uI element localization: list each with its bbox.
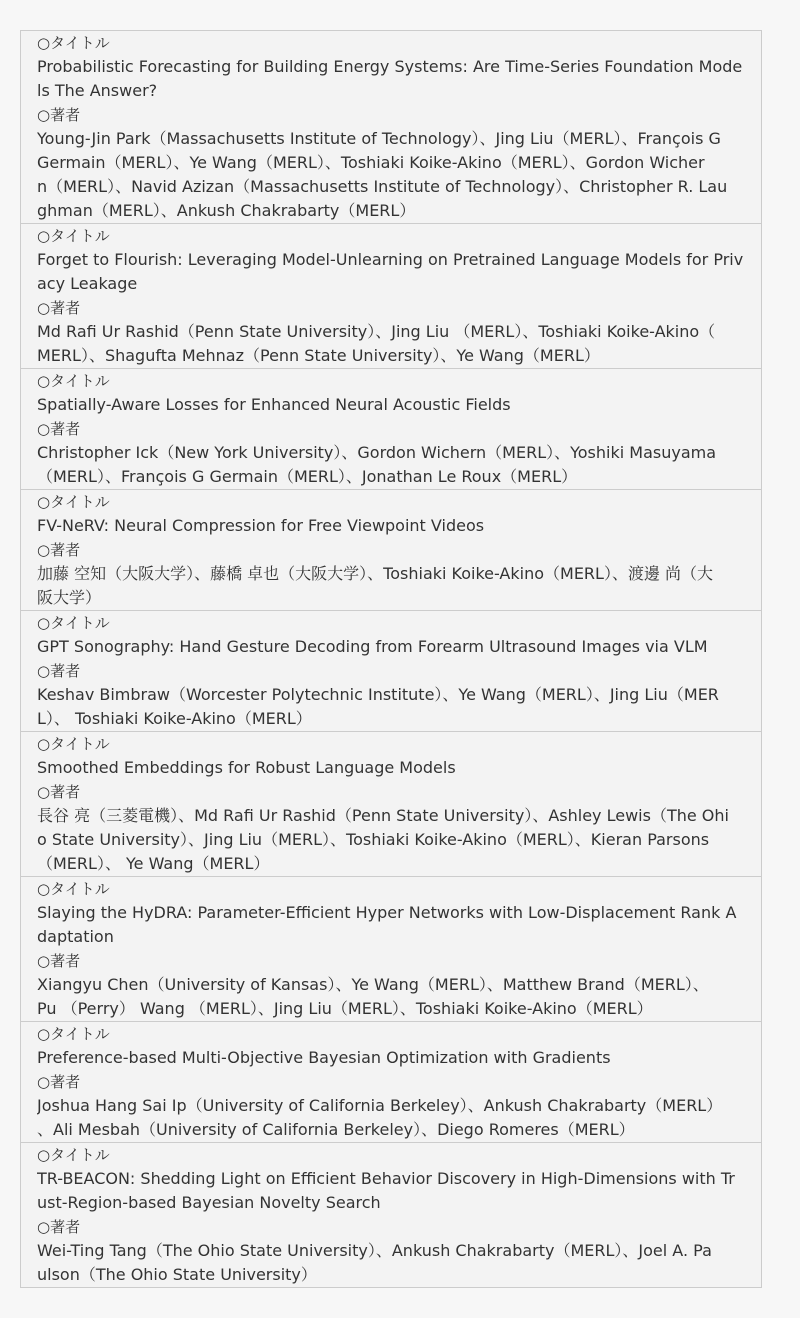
publication-entry (21, 224, 761, 369)
authors-heading: ○著者 (37, 299, 81, 317)
title-heading: ○タイトル (37, 1146, 110, 1164)
authors-line: Young-Jin Park（Massachusetts Institute of Technology）、Jing Liu（MERL）、François G (37, 129, 721, 148)
title-heading: ○タイトル (37, 227, 110, 245)
publication-table (20, 30, 762, 1288)
paper-title-line: ust-Region-based Bayesian Novelty Search (37, 1193, 381, 1212)
authors-line: 阪大学） (37, 588, 102, 607)
title-heading: ○タイトル (37, 493, 110, 511)
authors-heading: ○著者 (37, 420, 81, 438)
authors-line: Germain（MERL）、Ye Wang（MERL）、Toshiaki Koike-Akino（MERL）、Gordon Wicher (37, 153, 705, 172)
authors-line: MERL）、Shagufta Mehnaz（Penn State University）、Ye Wang（MERL） (37, 346, 600, 365)
paper-title-line: TR-BEACON: Shedding Light on Efficient Behavior Discovery in High-Dimensions with Tr (37, 1169, 735, 1188)
publication-entry (21, 732, 761, 877)
paper-title-line: acy Leakage (37, 274, 138, 293)
authors-line: Md Rafi Ur Rashid（Penn State University）、Jing Liu （MERL）、Toshiaki Koike-Akino（ (37, 322, 716, 341)
authors-heading: ○著者 (37, 1073, 81, 1091)
authors-line: （MERL）、 Ye Wang（MERL） (37, 854, 270, 873)
authors-line: L）、 Toshiaki Koike-Akino（MERL） (37, 709, 312, 728)
title-heading: ○タイトル (37, 372, 110, 390)
paper-title-line: Smoothed Embeddings for Robust Language Models (37, 758, 456, 777)
publication-entry (21, 1022, 761, 1143)
paper-title-line: FV-NeRV: Neural Compression for Free Viewpoint Videos (37, 516, 485, 535)
authors-line: ulson（The Ohio State University） (37, 1265, 317, 1284)
publication-entry (21, 611, 761, 732)
title-heading: ○タイトル (37, 880, 110, 898)
authors-line: Christopher Ick（New York University）、Gordon Wichern（MERL）、Yoshiki Masuyama (37, 443, 717, 462)
paper-title-line: Spatially-Aware Losses for Enhanced Neural Acoustic Fields (37, 395, 511, 414)
publication-entry (21, 1143, 761, 1288)
paper-title-line: daptation (37, 927, 114, 946)
authors-heading: ○著者 (37, 106, 81, 124)
authors-line: 、Ali Mesbah（University of California Berkeley）、Diego Romeres（MERL） (37, 1120, 635, 1139)
paper-title-line: GPT Sonography: Hand Gesture Decoding from Forearm Ultrasound Images via VLM (37, 637, 708, 656)
publication-entry (21, 31, 761, 224)
authors-line: ghman（MERL）、Ankush Chakrabarty（MERL） (37, 201, 416, 220)
authors-line: Pu （Perry） Wang （MERL）、Jing Liu（MERL）、Toshiaki Koike-Akino（MERL） (37, 999, 653, 1018)
authors-line: n（MERL）、Navid Azizan（Massachusetts Institute of Technology）、Christopher R. Lau (37, 177, 728, 196)
publication-entry (21, 369, 761, 490)
authors-line: （MERL）、François G Germain（MERL）、Jonathan Le Roux（MERL） (37, 467, 578, 486)
authors-line: Xiangyu Chen（University of Kansas）、Ye Wang（MERL）、Matthew Brand（MERL）、 (37, 975, 709, 994)
paper-title-line: Preference-based Multi-Objective Bayesian Optimization with Gradients (37, 1048, 611, 1067)
authors-line: Wei-Ting Tang（The Ohio State University）、Ankush Chakrabarty（MERL）、Joel A. Pa (37, 1241, 712, 1260)
authors-line: Joshua Hang Sai Ip（University of California Berkeley）、Ankush Chakrabarty（MERL） (37, 1096, 723, 1115)
title-heading: ○タイトル (37, 614, 110, 632)
publication-entry (21, 877, 761, 1022)
title-heading: ○タイトル (37, 735, 110, 753)
authors-heading: ○著者 (37, 1218, 81, 1236)
authors-heading: ○著者 (37, 783, 81, 801)
publication-entry (21, 490, 761, 611)
authors-heading: ○著者 (37, 541, 81, 559)
authors-line: o State University）、Jing Liu（MERL）、Toshiaki Koike-Akino（MERL）、Kieran Parsons (37, 830, 710, 849)
paper-title-line: ls The Answer? (37, 81, 158, 100)
authors-line: 長谷 亮（三菱電機）、Md Rafi Ur Rashid（Penn State University）、Ashley Lewis（The Ohi (37, 806, 729, 825)
paper-title-line: Slaying the HyDRA: Parameter-Efficient Hyper Networks with Low-Displacement Rank A (37, 903, 737, 922)
authors-heading: ○著者 (37, 662, 81, 680)
title-heading: ○タイトル (37, 34, 110, 52)
paper-title-line: Probabilistic Forecasting for Building Energy Systems: Are Time-Series Foundation Mode (37, 57, 743, 76)
paper-title-line: Forget to Flourish: Leveraging Model-Unlearning on Pretrained Language Models for Priv (37, 250, 744, 269)
authors-heading: ○著者 (37, 952, 81, 970)
authors-line: 加藤 空知（大阪大学）、藤橋 卓也（大阪大学）、Toshiaki Koike-Akino（MERL）、渡邊 尚（大 (37, 564, 714, 583)
authors-line: Keshav Bimbraw（Worcester Polytechnic Institute）、Ye Wang（MERL）、Jing Liu（MER (37, 685, 719, 704)
title-heading: ○タイトル (37, 1025, 110, 1043)
